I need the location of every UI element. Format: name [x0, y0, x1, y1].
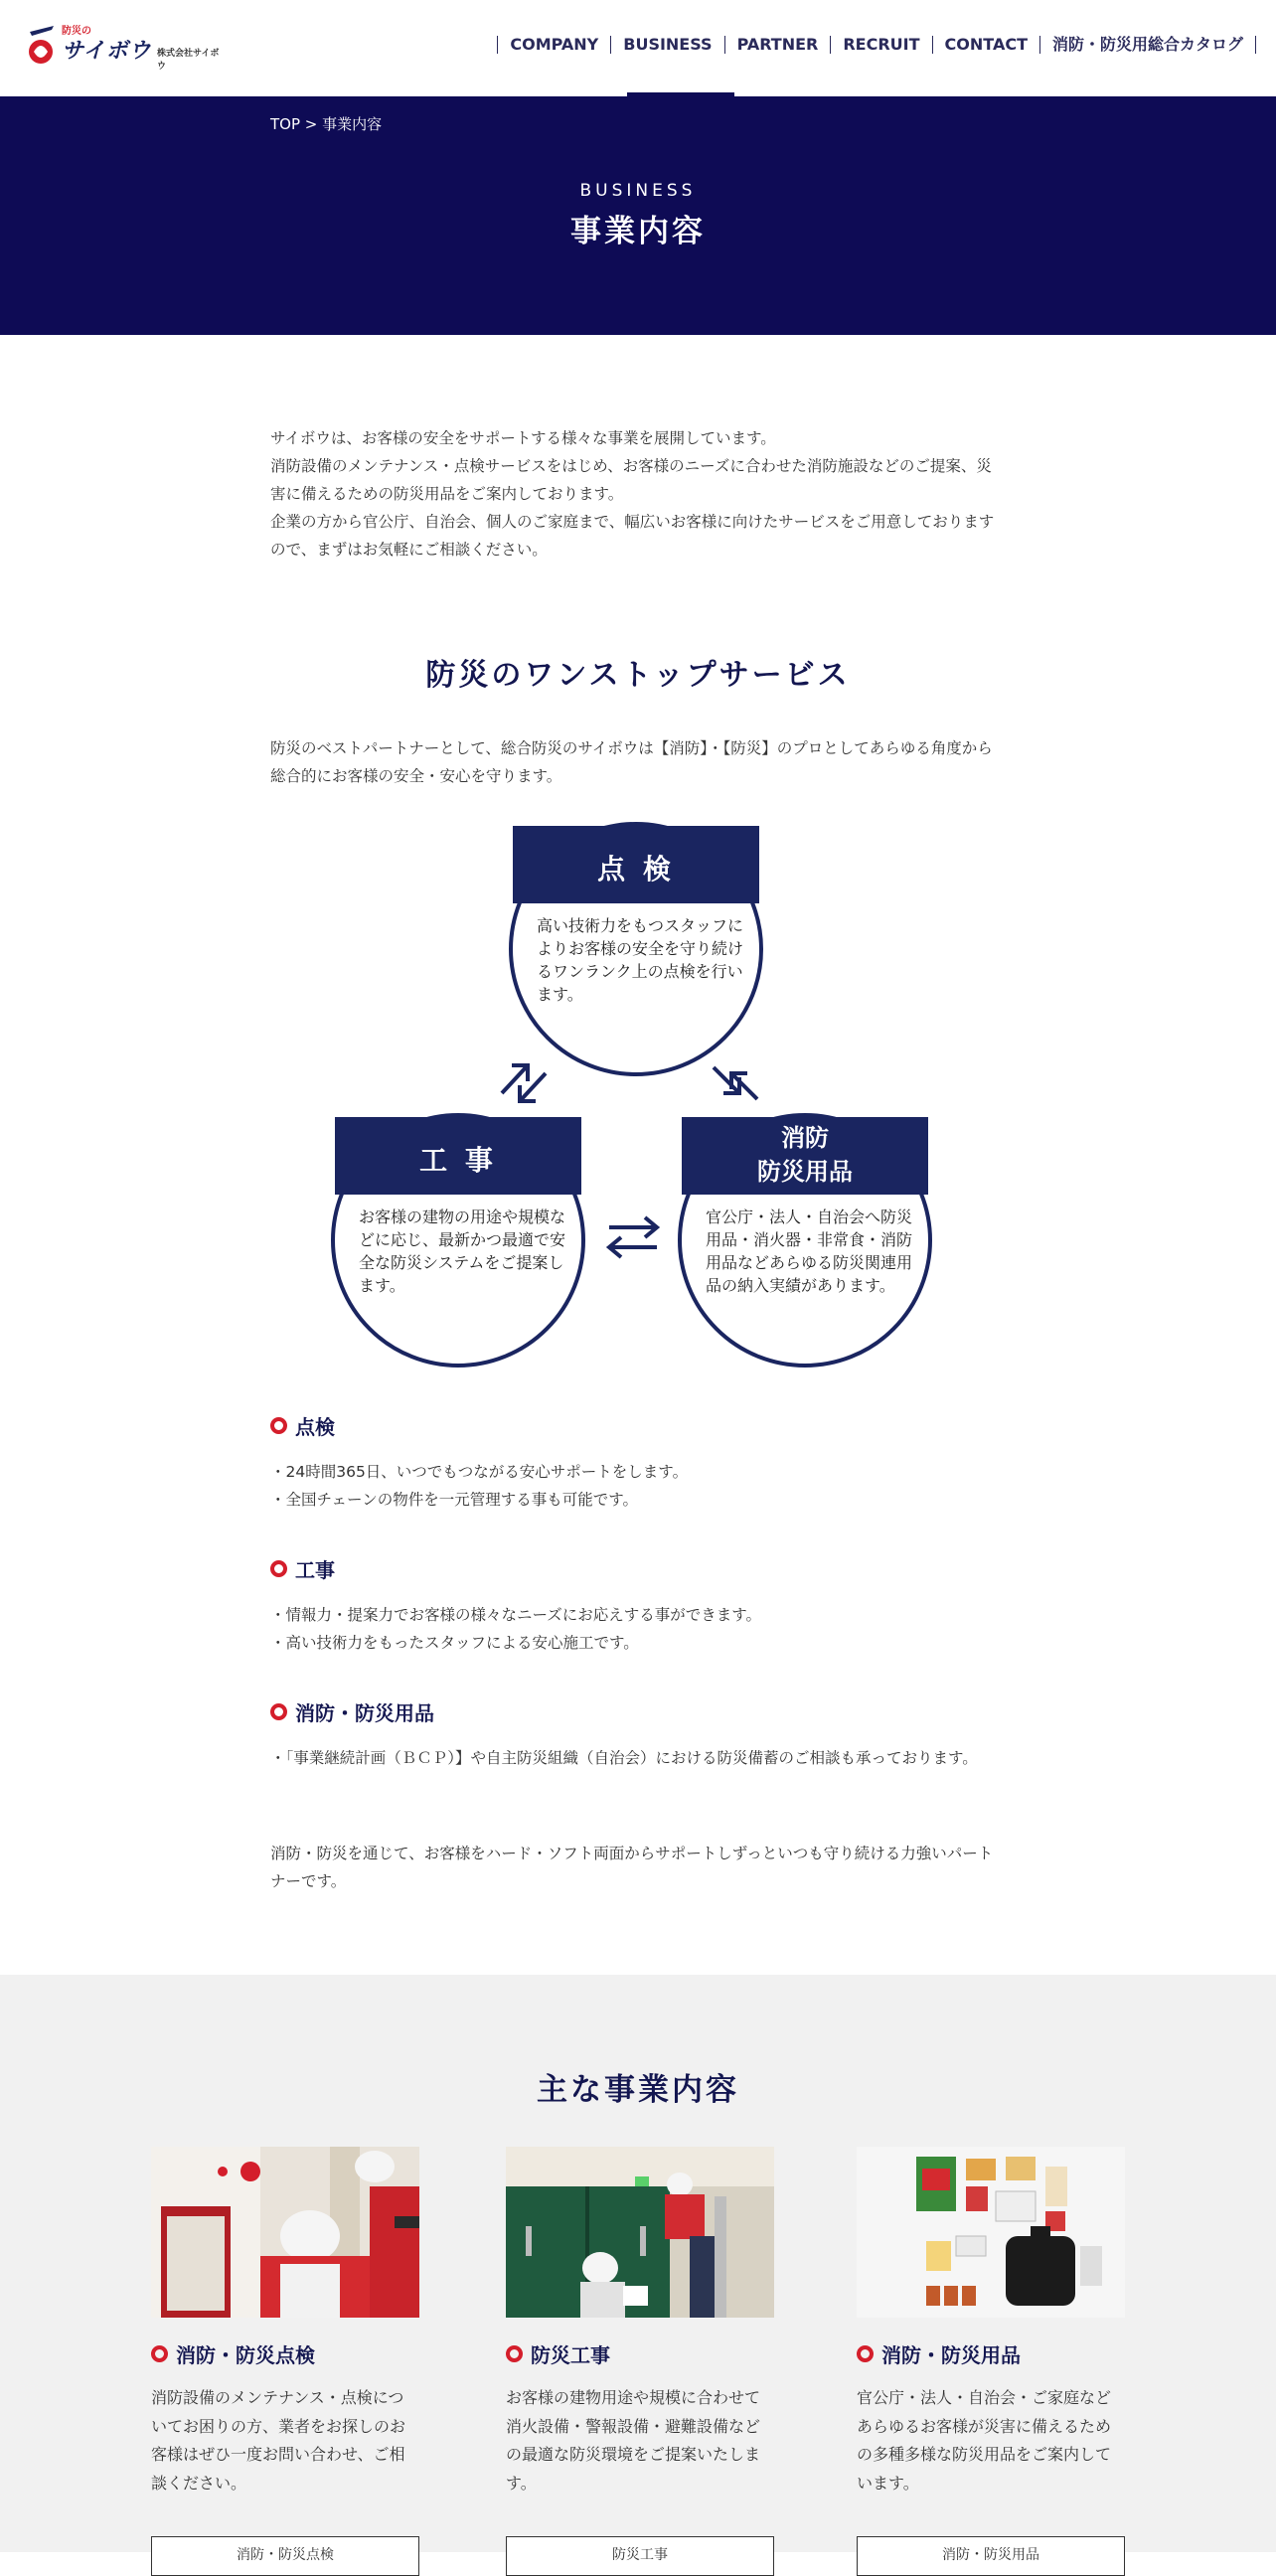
card-title: 防災工事 — [531, 2343, 610, 2367]
inspection-photo[interactable] — [151, 2147, 419, 2318]
circle-supplies — [678, 1113, 932, 1368]
site-header — [0, 0, 1276, 96]
card-heading — [506, 2339, 774, 2368]
logo-mark-icon — [28, 22, 62, 72]
hero-subtitle: BUSINESS — [579, 181, 697, 201]
business-card — [151, 2147, 419, 2563]
intro-line: サイボウは、お客様の安全をサポートする様々な事業を展開しています。 — [270, 429, 776, 447]
business-card — [506, 2147, 774, 2563]
breadcrumb[interactable]: TOP > 事業内容 — [270, 115, 383, 133]
feature-line: ・全国チェーンの物件を一元管理する事も可能です。 — [270, 1491, 638, 1509]
card-title: 消防・防災点検 — [176, 2343, 315, 2367]
nav-company[interactable]: COMPANY — [497, 36, 610, 54]
card-heading — [151, 2339, 419, 2368]
feature-heading — [270, 1697, 434, 1726]
feature-title: 消防・防災用品 — [295, 1701, 434, 1725]
card-detail-button[interactable]: 消防・防災点検 — [151, 2536, 419, 2576]
ring-bullet-icon — [151, 2345, 168, 2362]
ring-bullet-icon — [506, 2345, 523, 2362]
feature-heading — [270, 1554, 335, 1583]
card-description: 消防設備のメンテナンス・点検についてお困りの方、業者をお探しのお客様はぜひ一度お問い合わせ、ご相談ください。 — [151, 2388, 406, 2493]
circle-inspection-text: 高い技術力をもつスタッフによりお客様の安全を守り続けるワンランク上の点検を行います。 — [537, 916, 744, 1004]
card-heading — [857, 2339, 1125, 2368]
circle-supplies-title-1: 消防 — [781, 1124, 829, 1152]
circle-construction — [331, 1113, 585, 1368]
swap-arrows-icon — [706, 1053, 765, 1113]
feature-line: ・「事業継続計画（ＢＣＰ）】や自主防災組織（自治会）における防災備蓄のご相談も承っております。 — [270, 1749, 978, 1767]
page-hero — [0, 96, 1276, 335]
supplies-photo-illustration — [857, 2147, 1125, 2318]
nav-business[interactable]: BUSINESS — [610, 36, 723, 54]
logo-main-text: サイボウ — [62, 39, 152, 64]
swap-arrows-icon — [494, 1053, 554, 1113]
swap-arrows-icon — [603, 1208, 663, 1267]
business-section — [0, 1975, 1276, 2563]
feature-title: 工事 — [295, 1558, 335, 1582]
circle-inspection — [509, 822, 763, 1076]
circle-construction-text: お客様の建物の用途や規模などに応じ、最新かつ最適で安全な防災システムをご提案します。 — [359, 1208, 566, 1295]
card-description: 官公庁・法人・自治会・ご家庭などあらゆるお客様が災害に備えるための多種多様な防災用品をご案内しています。 — [857, 2388, 1112, 2493]
ring-bullet-icon — [270, 1560, 287, 1577]
supplies-photo[interactable] — [857, 2147, 1125, 2318]
nav-partner[interactable]: PARTNER — [724, 36, 831, 54]
business-card — [857, 2147, 1125, 2563]
global-nav — [497, 30, 1256, 60]
feature-line: ・情報力・提案力でお客様の様々なニーズにお応えする事ができます。 — [270, 1606, 761, 1624]
onestop-lead: 防災のベストパートナーとして、総合防災のサイボウは【消防】・【防災】のプロとしてあらゆる角度から総合的にお客様の安全・安心を守ります。 — [270, 739, 993, 785]
feature-line: ・高い技術力をもったスタッフによる安心施工です。 — [270, 1634, 639, 1652]
nav-contact[interactable]: CONTACT — [932, 36, 1039, 54]
intro-line: 消防設備のメンテナンス・点検サービスをはじめ、お客様のニーズに合わせた消防施設などのご提案、災害に備えるための防災用品をご案内しております。 — [270, 457, 992, 503]
page-title: 事業内容 — [570, 214, 706, 249]
ring-bullet-icon — [270, 1417, 287, 1434]
logo-corp-text: 株式会社サイボウ — [157, 49, 220, 72]
feature-title: 点検 — [295, 1415, 335, 1439]
card-description: お客様の建物用途や規模に合わせて消火設備・警報設備・避難設備などの最適な防災環境をご提案いたします。 — [506, 2388, 761, 2493]
nav-recruit[interactable]: RECRUIT — [830, 36, 931, 54]
card-title: 消防・防災用品 — [881, 2343, 1021, 2367]
card-detail-button[interactable]: 消防・防災用品 — [857, 2536, 1125, 2576]
construction-photo[interactable] — [506, 2147, 774, 2318]
nav-catalog[interactable]: 消防・防災用総合カタログ — [1039, 36, 1256, 54]
feature-line: ・24時間365日、いつでもつながる安心サポートをします。 — [270, 1463, 689, 1481]
logo[interactable] — [28, 22, 227, 74]
closing-text: 消防・防災を通じて、お客様をハード・ソフト両面からサポートしずっといつも守り続ける力強いパートナーです。 — [270, 1845, 994, 1890]
construction-photo-illustration — [506, 2147, 774, 2318]
inspection-photo-illustration — [151, 2147, 419, 2318]
circle-supplies-text: 官公庁・法人・自治会へ防災用品・消火器・非常食・消防用品などあらゆる防災関連用品の納入実績があります。 — [706, 1208, 913, 1295]
intro-text — [270, 424, 1006, 564]
circle-construction-title: 工 事 — [335, 1117, 581, 1195]
feature-heading — [270, 1411, 335, 1440]
circle-supplies-title-2: 防災用品 — [757, 1158, 853, 1186]
onestop-title: 防災のワンストップサービス — [425, 658, 851, 693]
intro-line: 企業の方から官公庁、自治会、個人のご家庭まで、幅広いお客様に向けたサービスをご用意しておりますので、まずはお気軽にご相談ください。 — [270, 513, 995, 559]
card-detail-button[interactable]: 防災工事 — [506, 2536, 774, 2576]
ring-bullet-icon — [270, 1703, 287, 1720]
circle-inspection-title: 点 検 — [513, 826, 759, 903]
logo-sub-text: 防災の — [62, 26, 91, 37]
ring-bullet-icon — [857, 2345, 874, 2362]
business-title: 主な事業内容 — [537, 2072, 739, 2108]
